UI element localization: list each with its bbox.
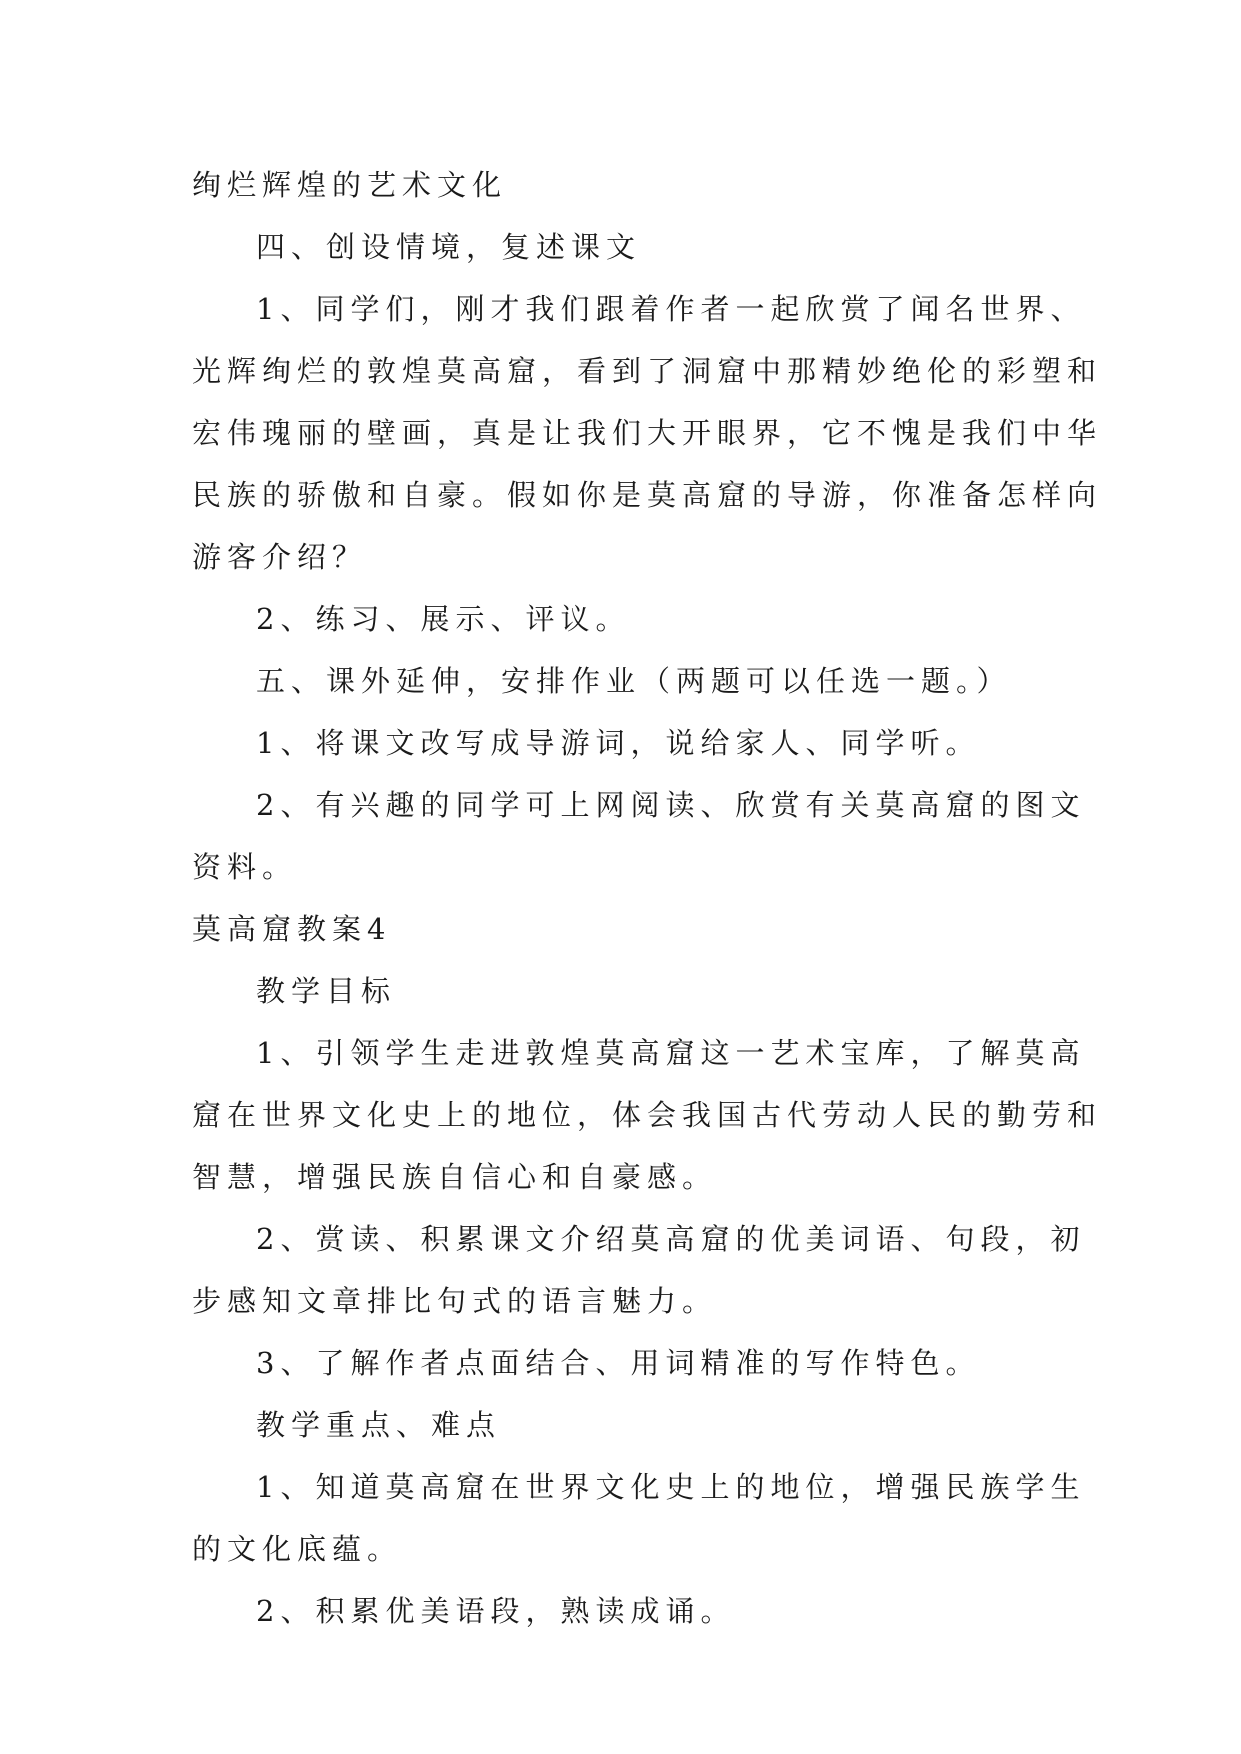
document-heading: 莫高窟教案4 bbox=[192, 912, 392, 946]
document-body bbox=[192, 154, 1103, 1642]
text-line: 1、知道莫高窟在世界文化史上的地位，增强民族学生 bbox=[256, 1470, 1086, 1504]
text-line: 的文化底蕴。 bbox=[192, 1532, 403, 1566]
text-line: 2、赏读、积累课文介绍莫高窟的优美词语、句段，初 bbox=[256, 1222, 1086, 1256]
text-line: 1、将课文改写成导游词，说给家人、同学听。 bbox=[256, 726, 981, 760]
text-line: 绚烂辉煌的艺术文化 bbox=[192, 168, 508, 202]
text-line: 光辉绚烂的敦煌莫高窟，看到了洞窟中那精妙绝伦的彩塑和 bbox=[192, 354, 1103, 388]
text-line: 3、了解作者点面结合、用词精准的写作特色。 bbox=[256, 1346, 981, 1380]
text-line: 宏伟瑰丽的壁画，真是让我们大开眼界，它不愧是我们中华 bbox=[192, 416, 1103, 450]
section-heading: 四、创设情境，复述课文 bbox=[256, 230, 642, 264]
text-line: 游客介绍？ bbox=[192, 540, 368, 574]
text-line: 2、积累优美语段，熟读成诵。 bbox=[256, 1594, 736, 1628]
text-line: 1、引领学生走进敦煌莫高窟这一艺术宝库，了解莫高 bbox=[256, 1036, 1086, 1070]
section-heading: 五、课外延伸，安排作业（两题可以任选一题。） bbox=[256, 664, 1012, 698]
section-heading: 教学目标 bbox=[256, 974, 397, 1008]
text-line: 资料。 bbox=[192, 850, 298, 884]
text-line: 2、练习、展示、评议。 bbox=[256, 602, 631, 636]
text-line: 步感知文章排比句式的语言魅力。 bbox=[192, 1284, 718, 1318]
text-line: 智慧，增强民族自信心和自豪感。 bbox=[192, 1160, 718, 1194]
text-line: 2、有兴趣的同学可上网阅读、欣赏有关莫高窟的图文 bbox=[256, 788, 1086, 822]
text-line: 民族的骄傲和自豪。假如你是莫高窟的导游，你准备怎样向 bbox=[192, 478, 1103, 512]
text-line: 窟在世界文化史上的地位，体会我国古代劳动人民的勤劳和 bbox=[192, 1098, 1103, 1132]
text-line: 1、同学们，刚才我们跟着作者一起欣赏了闻名世界、 bbox=[256, 292, 1086, 326]
section-heading: 教学重点、难点 bbox=[256, 1408, 502, 1442]
